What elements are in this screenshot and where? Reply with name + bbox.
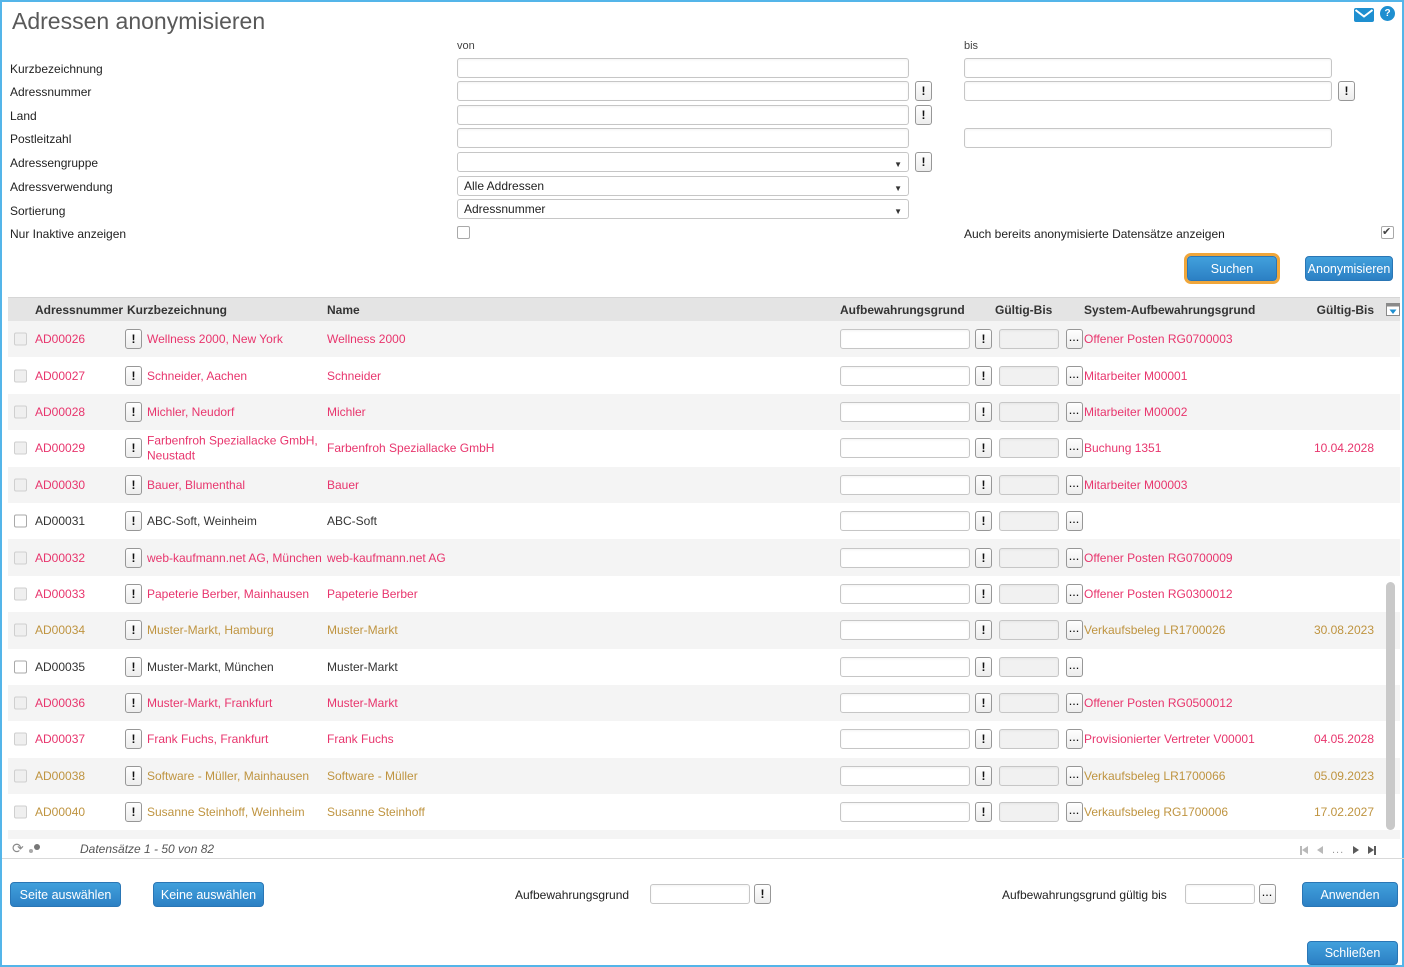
row-adressnummer: AD00028 xyxy=(35,404,86,419)
row-adressnummer: AD00034 xyxy=(35,623,86,638)
col-gueltig-bis[interactable]: Gültig-Bis xyxy=(995,303,1053,317)
row-kurzbezeichnung[interactable]: Muster-Markt, Hamburg xyxy=(147,623,274,638)
row-checkbox[interactable] xyxy=(14,442,27,455)
row-adressnummer: AD00035 xyxy=(35,659,86,674)
row-name: Susanne Steinhoff xyxy=(327,805,425,820)
row-system-aufbewahrungsgrund[interactable]: Verkaufsbeleg RG1700006 xyxy=(1084,805,1229,820)
row-history-button[interactable]: ! xyxy=(125,693,142,713)
row-adressnummer: AD00027 xyxy=(35,368,86,383)
row-gueltig-bis-input[interactable] xyxy=(999,366,1059,386)
first-page-icon[interactable] xyxy=(1300,846,1308,855)
row-kurzbezeichnung[interactable]: Michler, Neudorf xyxy=(147,404,235,419)
row-gueltig-bis-input[interactable] xyxy=(999,511,1059,531)
table-row[interactable] xyxy=(8,721,1400,757)
table-row[interactable] xyxy=(8,503,1400,539)
row-checkbox[interactable] xyxy=(14,697,27,710)
aufbewahrungsgrund-gueltig-label: Aufbewahrungsgrund gültig bis xyxy=(1002,888,1167,902)
pagination xyxy=(1300,844,1376,856)
row-date-picker-button[interactable]: ... xyxy=(1066,511,1083,531)
row-grund-history-button[interactable]: ! xyxy=(975,657,992,677)
aufbewahrungsgrund-input[interactable] xyxy=(650,884,750,904)
row-kurzbezeichnung[interactable]: Schneider, Aachen xyxy=(147,368,248,383)
table-row[interactable] xyxy=(8,467,1400,503)
keine-auswaehlen-button[interactable]: Keine auswählen xyxy=(153,882,264,907)
aufbewahrungsgrund-label: Aufbewahrungsgrund xyxy=(515,888,630,902)
row-grund-history-button[interactable]: ! xyxy=(975,366,992,386)
row-name: Muster-Markt xyxy=(327,696,398,711)
row-system-aufbewahrungsgrund[interactable]: Offener Posten RG0500012 xyxy=(1084,696,1233,711)
row-name: Frank Fuchs xyxy=(327,732,394,747)
row-kurzbezeichnung[interactable]: Papeterie Berber, Mainhausen xyxy=(147,586,310,601)
filter-label-postleitzahl: Postleitzahl xyxy=(10,132,72,146)
row-grund-history-button[interactable]: ! xyxy=(975,548,992,568)
row-gueltig-bis-input[interactable] xyxy=(999,729,1059,749)
row-date-picker-button[interactable]: ... xyxy=(1066,620,1083,640)
table-row[interactable] xyxy=(8,758,1400,794)
table-row[interactable] xyxy=(8,394,1400,430)
show-anonymized-label: Auch bereits anonymisierte Datensätze anzeigen xyxy=(964,227,1225,241)
filter-label-kurzbezeichnung: Kurzbezeichnung xyxy=(10,62,103,76)
previous-page-icon[interactable] xyxy=(1317,846,1323,854)
kurzbezeichnung-bis-input[interactable] xyxy=(964,58,1332,78)
row-history-button[interactable]: ! xyxy=(125,657,142,677)
row-history-button[interactable]: ! xyxy=(125,511,142,531)
help-icon[interactable]: ? xyxy=(1380,6,1395,21)
row-grund-history-button[interactable]: ! xyxy=(975,620,992,640)
row-history-button[interactable]: ! xyxy=(125,584,142,604)
row-adressnummer: AD00037 xyxy=(35,732,86,747)
table-row[interactable] xyxy=(8,357,1400,393)
row-grund-history-button[interactable]: ! xyxy=(975,766,992,786)
sortierung-select[interactable] xyxy=(457,199,909,219)
row-checkbox[interactable] xyxy=(14,333,27,346)
row-name: Michler xyxy=(327,404,366,419)
table-row[interactable] xyxy=(8,430,1400,466)
row-adressnummer: AD00030 xyxy=(35,477,86,492)
aufbewahrungsgrund-gueltig-input[interactable] xyxy=(1185,884,1255,904)
row-name: Muster-Markt xyxy=(327,659,398,674)
gueltig-date-picker-button[interactable]: ... xyxy=(1259,884,1276,904)
row-aufbewahrungsgrund-input[interactable] xyxy=(840,438,970,458)
row-aufbewahrungsgrund-input[interactable] xyxy=(840,657,970,677)
refresh-icon[interactable]: ⟳ xyxy=(12,840,24,856)
col-kurzbezeichnung[interactable]: Kurzbezeichnung xyxy=(127,303,228,317)
row-checkbox[interactable] xyxy=(14,551,27,564)
row-checkbox[interactable] xyxy=(14,624,27,637)
row-aufbewahrungsgrund-input[interactable] xyxy=(840,693,970,713)
table-row[interactable] xyxy=(8,321,1400,357)
row-aufbewahrungsgrund-input[interactable] xyxy=(840,584,970,604)
row-gueltig-bis-input[interactable] xyxy=(999,329,1059,349)
status-dot-icon xyxy=(34,844,40,850)
row-kurzbezeichnung[interactable]: Muster-Markt, München xyxy=(147,659,274,674)
row-adressnummer: AD00038 xyxy=(35,768,86,783)
row-kurzbezeichnung[interactable]: Muster-Markt, Frankfurt xyxy=(147,695,273,710)
row-date-picker-button[interactable]: ... xyxy=(1066,329,1083,349)
vertical-scrollbar[interactable] xyxy=(1386,582,1395,830)
row-gueltig-bis-input[interactable] xyxy=(999,475,1059,495)
row-date-picker-button[interactable]: ... xyxy=(1066,657,1083,677)
row-name: Farbenfroh Speziallacke GmbH xyxy=(327,441,495,456)
table-row[interactable] xyxy=(8,539,1400,575)
row-name: Software - Müller xyxy=(327,768,418,783)
row-system-aufbewahrungsgrund[interactable]: Mitarbeiter M00001 xyxy=(1084,368,1188,383)
table-row[interactable] xyxy=(8,794,1400,830)
land-von-input[interactable] xyxy=(457,105,909,125)
row-gueltig-bis-date: 30.08.2023 xyxy=(1313,623,1374,638)
row-history-button[interactable]: ! xyxy=(125,802,142,822)
row-grund-history-button[interactable]: ! xyxy=(975,584,992,604)
divider xyxy=(2,858,1404,859)
row-name: Muster-Markt xyxy=(327,623,398,638)
row-grund-history-button[interactable]: ! xyxy=(975,511,992,531)
row-history-button[interactable]: ! xyxy=(125,438,142,458)
row-gueltig-bis-date: 04.05.2028 xyxy=(1313,732,1374,747)
row-adressnummer: AD00040 xyxy=(35,805,86,820)
row-checkbox[interactable] xyxy=(14,769,27,782)
last-page-icon[interactable] xyxy=(1368,846,1376,855)
adressnummer-von-history-button[interactable]: ! xyxy=(915,81,932,101)
row-aufbewahrungsgrund-input[interactable] xyxy=(840,548,970,568)
aufbewahrungsgrund-history-button[interactable]: ! xyxy=(754,884,771,904)
row-name: ABC-Soft xyxy=(327,514,378,529)
filter-label-adressnummer: Adressnummer xyxy=(10,85,92,99)
schliessen-button[interactable]: Schließen xyxy=(1307,941,1398,965)
row-grund-history-button[interactable]: ! xyxy=(975,402,992,422)
row-date-picker-button[interactable]: ... xyxy=(1066,729,1083,749)
row-date-picker-button[interactable]: ... xyxy=(1066,802,1083,822)
row-date-picker-button[interactable]: ... xyxy=(1066,366,1083,386)
adressengruppe-select[interactable] xyxy=(457,152,909,172)
row-system-aufbewahrungsgrund[interactable]: Provisionierter Vertreter V00001 xyxy=(1084,732,1255,747)
row-name: Bauer xyxy=(327,477,360,492)
row-system-aufbewahrungsgrund[interactable]: Buchung 1351 xyxy=(1084,441,1162,456)
row-gueltig-bis-input[interactable] xyxy=(999,402,1059,422)
nur-inaktive-checkbox[interactable] xyxy=(457,226,470,239)
adressengruppe-history-button[interactable]: ! xyxy=(915,152,932,172)
row-gueltig-bis-input[interactable] xyxy=(999,620,1059,640)
adressnummer-bis-history-button[interactable]: ! xyxy=(1338,81,1355,101)
row-checkbox[interactable] xyxy=(14,405,27,418)
sortierung-value: Adressnummer xyxy=(464,202,546,216)
postleitzahl-von-input[interactable] xyxy=(457,128,909,148)
filter-label-nur-inaktive: Nur Inaktive anzeigen xyxy=(10,227,127,241)
row-date-picker-button[interactable]: ... xyxy=(1066,402,1083,422)
row-adressnummer: AD00033 xyxy=(35,586,86,601)
row-adressnummer: AD00026 xyxy=(35,332,86,347)
range-header-von: von xyxy=(457,40,475,52)
table-row[interactable] xyxy=(8,830,1400,839)
row-date-picker-button[interactable]: ... xyxy=(1066,438,1083,458)
col-aufbewahrungsgrund[interactable]: Aufbewahrungsgrund xyxy=(840,303,965,317)
table-row[interactable] xyxy=(8,612,1400,648)
row-grund-history-button[interactable]: ! xyxy=(975,329,992,349)
row-history-button[interactable]: ! xyxy=(125,620,142,640)
row-date-picker-button[interactable]: ... xyxy=(1066,475,1083,495)
filter-label-sortierung: Sortierung xyxy=(10,204,66,218)
row-grund-history-button[interactable]: ! xyxy=(975,802,992,822)
suchen-button[interactable]: Suchen xyxy=(1187,256,1277,281)
export-table-icon[interactable] xyxy=(1386,303,1400,316)
row-history-button[interactable]: ! xyxy=(125,329,142,349)
adressnummer-bis-input[interactable] xyxy=(964,81,1332,101)
range-header-bis: bis xyxy=(964,40,979,52)
row-grund-history-button[interactable]: ! xyxy=(975,693,992,713)
kurzbezeichnung-von-input[interactable] xyxy=(457,58,909,78)
row-checkbox[interactable] xyxy=(14,369,27,382)
row-system-aufbewahrungsgrund[interactable]: Verkaufsbeleg LR1700066 xyxy=(1084,768,1226,783)
table-body xyxy=(8,321,1400,839)
row-date-picker-button[interactable]: ... xyxy=(1066,548,1083,568)
row-name: Papeterie Berber xyxy=(327,586,418,601)
row-gueltig-bis-date: 05.09.2023 xyxy=(1313,768,1374,783)
next-page-icon[interactable] xyxy=(1353,846,1359,854)
row-kurzbezeichnung[interactable]: Wellness 2000, New York xyxy=(147,331,283,346)
anwenden-button[interactable]: Anwenden xyxy=(1302,882,1398,907)
row-system-aufbewahrungsgrund[interactable]: Verkaufsbeleg LR1700026 xyxy=(1084,623,1226,638)
anonymisieren-button[interactable]: Anonymisieren xyxy=(1305,256,1393,281)
row-aufbewahrungsgrund-input[interactable] xyxy=(840,329,970,349)
row-history-button[interactable]: ! xyxy=(125,729,142,749)
filter-label-land: Land xyxy=(10,109,37,123)
table-row[interactable] xyxy=(8,649,1400,685)
row-system-aufbewahrungsgrund[interactable]: Mitarbeiter M00003 xyxy=(1084,477,1188,492)
status-dot-icon xyxy=(29,849,33,853)
row-date-picker-button[interactable]: ... xyxy=(1066,693,1083,713)
row-adressnummer: AD00031 xyxy=(35,514,86,529)
row-aufbewahrungsgrund-input[interactable] xyxy=(840,475,970,495)
land-von-history-button[interactable]: ! xyxy=(915,105,932,125)
table-header xyxy=(8,297,1400,321)
row-history-button[interactable]: ! xyxy=(125,402,142,422)
row-gueltig-bis-input[interactable] xyxy=(999,438,1059,458)
row-name: Wellness 2000 xyxy=(327,332,406,347)
row-kurzbezeichnung[interactable]: Farbenfroh Speziallacke GmbH, Neustadt xyxy=(147,433,318,463)
col-system-aufbewahrungsgrund[interactable]: System-Aufbewahrungsgrund xyxy=(1084,303,1256,317)
row-system-aufbewahrungsgrund[interactable]: Mitarbeiter M00002 xyxy=(1084,404,1188,419)
mail-icon[interactable] xyxy=(1354,8,1374,22)
row-gueltig-bis-input[interactable] xyxy=(999,766,1059,786)
row-checkbox[interactable] xyxy=(14,515,27,528)
row-kurzbezeichnung[interactable]: Frank Fuchs, Frankfurt xyxy=(147,732,269,747)
row-kurzbezeichnung[interactable]: web-kaufmann.net AG, München xyxy=(147,550,322,565)
row-kurzbezeichnung[interactable]: Bauer, Blumenthal xyxy=(147,477,246,492)
row-history-button[interactable]: ! xyxy=(125,475,142,495)
row-adressnummer: AD00036 xyxy=(35,696,86,711)
row-aufbewahrungsgrund-input[interactable] xyxy=(840,511,970,531)
row-gueltig-bis-input[interactable] xyxy=(999,548,1059,568)
row-system-aufbewahrungsgrund[interactable]: Offener Posten RG0700009 xyxy=(1084,550,1233,565)
row-history-button[interactable]: ! xyxy=(125,766,142,786)
col-gueltig-bis-2[interactable]: Gültig-Bis xyxy=(1316,303,1374,317)
row-grund-history-button[interactable]: ! xyxy=(975,729,992,749)
row-aufbewahrungsgrund-input[interactable] xyxy=(840,729,970,749)
row-date-picker-button[interactable]: ... xyxy=(1066,766,1083,786)
row-gueltig-bis-date: 10.04.2028 xyxy=(1313,441,1374,456)
row-grund-history-button[interactable]: ! xyxy=(975,475,992,495)
col-name[interactable]: Name xyxy=(327,303,360,317)
row-aufbewahrungsgrund-input[interactable] xyxy=(840,802,970,822)
records-count: Datensätze 1 - 50 von 82 xyxy=(80,842,215,856)
row-checkbox[interactable] xyxy=(14,733,27,746)
page-ellipsis[interactable]: ... xyxy=(1332,844,1345,856)
row-history-button[interactable]: ! xyxy=(125,366,142,386)
row-kurzbezeichnung[interactable]: Susanne Steinhoff, Weinheim xyxy=(147,805,305,820)
row-system-aufbewahrungsgrund[interactable]: Offener Posten RG0700003 xyxy=(1084,332,1233,347)
row-checkbox[interactable] xyxy=(14,806,27,819)
row-checkbox[interactable] xyxy=(14,660,27,673)
row-adressnummer: AD00029 xyxy=(35,441,86,456)
table-row[interactable] xyxy=(8,576,1400,612)
row-name: web-kaufmann.net AG xyxy=(327,550,446,565)
row-system-aufbewahrungsgrund[interactable]: Offener Posten RG0300012 xyxy=(1084,586,1233,601)
row-date-picker-button[interactable]: ... xyxy=(1066,584,1083,604)
postleitzahl-bis-input[interactable] xyxy=(964,128,1332,148)
row-adressnummer: AD00032 xyxy=(35,550,86,565)
row-kurzbezeichnung[interactable]: Software - Müller, Mainhausen xyxy=(147,768,310,783)
table-row[interactable] xyxy=(8,685,1400,721)
seite-auswaehlen-button[interactable]: Seite auswählen xyxy=(10,882,121,907)
row-aufbewahrungsgrund-input[interactable] xyxy=(840,766,970,786)
row-kurzbezeichnung[interactable]: ABC-Soft, Weinheim xyxy=(147,513,257,528)
row-checkbox[interactable] xyxy=(14,587,27,600)
filter-label-adressverwendung: Adressverwendung xyxy=(10,180,113,194)
row-history-button[interactable]: ! xyxy=(125,548,142,568)
filter-label-adressengruppe: Adressengruppe xyxy=(10,156,99,170)
row-aufbewahrungsgrund-input[interactable] xyxy=(840,620,970,640)
row-name: Schneider xyxy=(327,368,382,383)
row-gueltig-bis-input[interactable] xyxy=(999,657,1059,677)
page-title: Adressen anonymisieren xyxy=(12,8,266,34)
row-aufbewahrungsgrund-input[interactable] xyxy=(840,402,970,422)
row-gueltig-bis-input[interactable] xyxy=(999,802,1059,822)
row-gueltig-bis-date: 17.02.2027 xyxy=(1313,805,1374,820)
row-grund-history-button[interactable]: ! xyxy=(975,438,992,458)
row-aufbewahrungsgrund-input[interactable] xyxy=(840,366,970,386)
adressnummer-von-input[interactable] xyxy=(457,81,909,101)
col-adressnummer[interactable]: Adressnummer xyxy=(35,303,124,317)
adressverwendung-select[interactable] xyxy=(457,176,909,196)
row-gueltig-bis-input[interactable] xyxy=(999,584,1059,604)
row-checkbox[interactable] xyxy=(14,478,27,491)
row-gueltig-bis-input[interactable] xyxy=(999,693,1059,713)
show-anonymized-checkbox[interactable] xyxy=(1381,226,1394,239)
adressverwendung-value: Alle Addressen xyxy=(464,179,545,193)
